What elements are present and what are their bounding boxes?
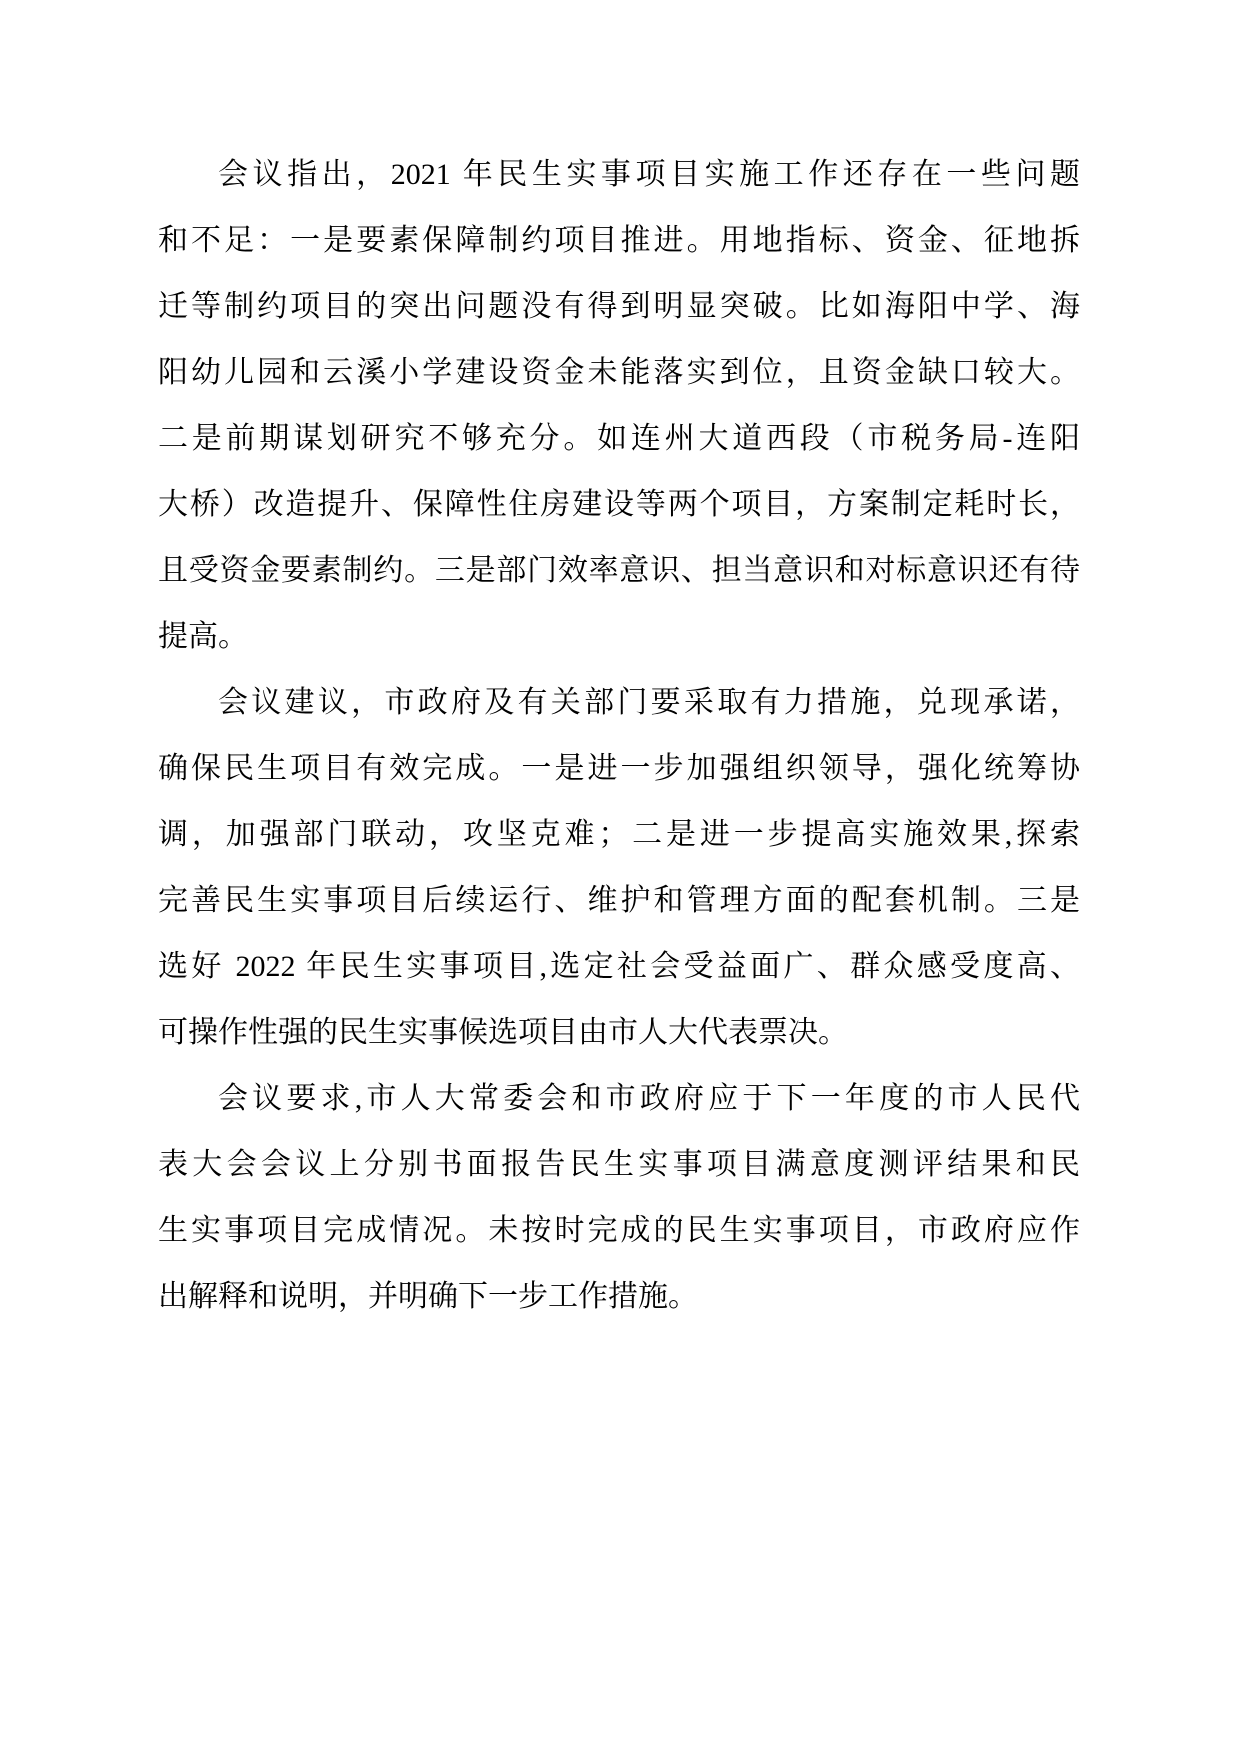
text-line: 确保民生项目有效完成。一是进一步加强组织领导，强化统筹协 xyxy=(158,752,1080,785)
text-line: 二是前期谋划研究不够充分。如连州大道西段（市税务局-连阳 xyxy=(158,422,1080,455)
text-line: 生实事项目完成情况。未按时完成的民生实事项目，市政府应作 xyxy=(158,1214,1080,1247)
text-line: 可操作性强的民生实事候选项目由市人大代表票决。 xyxy=(158,1016,848,1049)
text-line: 出解释和说明，并明确下一步工作措施。 xyxy=(158,1280,698,1313)
text-line: 选好 2022 年民生实事项目,选定社会受益面广、群众感受度高、 xyxy=(158,950,1080,983)
text-line: 提高。 xyxy=(158,620,248,653)
text-line: 完善民生实事项目后续运行、维护和管理方面的配套机制。三是 xyxy=(158,884,1080,917)
text-line: 会议建议，市政府及有关部门要采取有力措施，兑现承诺， xyxy=(218,686,1080,719)
text-line: 会议要求,市人大常委会和市政府应于下一年度的市人民代 xyxy=(218,1082,1080,1115)
text-line: 和不足：一是要素保障制约项目推进。用地指标、资金、征地拆 xyxy=(158,224,1080,257)
paragraph-suggestions xyxy=(158,670,1080,1066)
paragraph-problems xyxy=(158,142,1080,670)
text-line: 会议指出，2021 年民生实事项目实施工作还存在一些问题 xyxy=(218,158,1080,191)
text-line: 表大会会议上分别书面报告民生实事项目满意度测评结果和民 xyxy=(158,1148,1080,1181)
text-line: 迁等制约项目的突出问题没有得到明显突破。比如海阳中学、海 xyxy=(158,290,1080,323)
document-text-block xyxy=(158,142,1080,1330)
text-line: 阳幼儿园和云溪小学建设资金未能落实到位，且资金缺口较大。 xyxy=(158,356,1080,389)
paragraph-requirements xyxy=(158,1066,1080,1330)
text-line: 调，加强部门联动，攻坚克难；二是进一步提高实施效果,探索 xyxy=(158,818,1080,851)
text-line: 且受资金要素制约。三是部门效率意识、担当意识和对标意识还有待 xyxy=(158,554,1080,587)
text-line: 大桥）改造提升、保障性住房建设等两个项目，方案制定耗时长， xyxy=(158,488,1080,521)
